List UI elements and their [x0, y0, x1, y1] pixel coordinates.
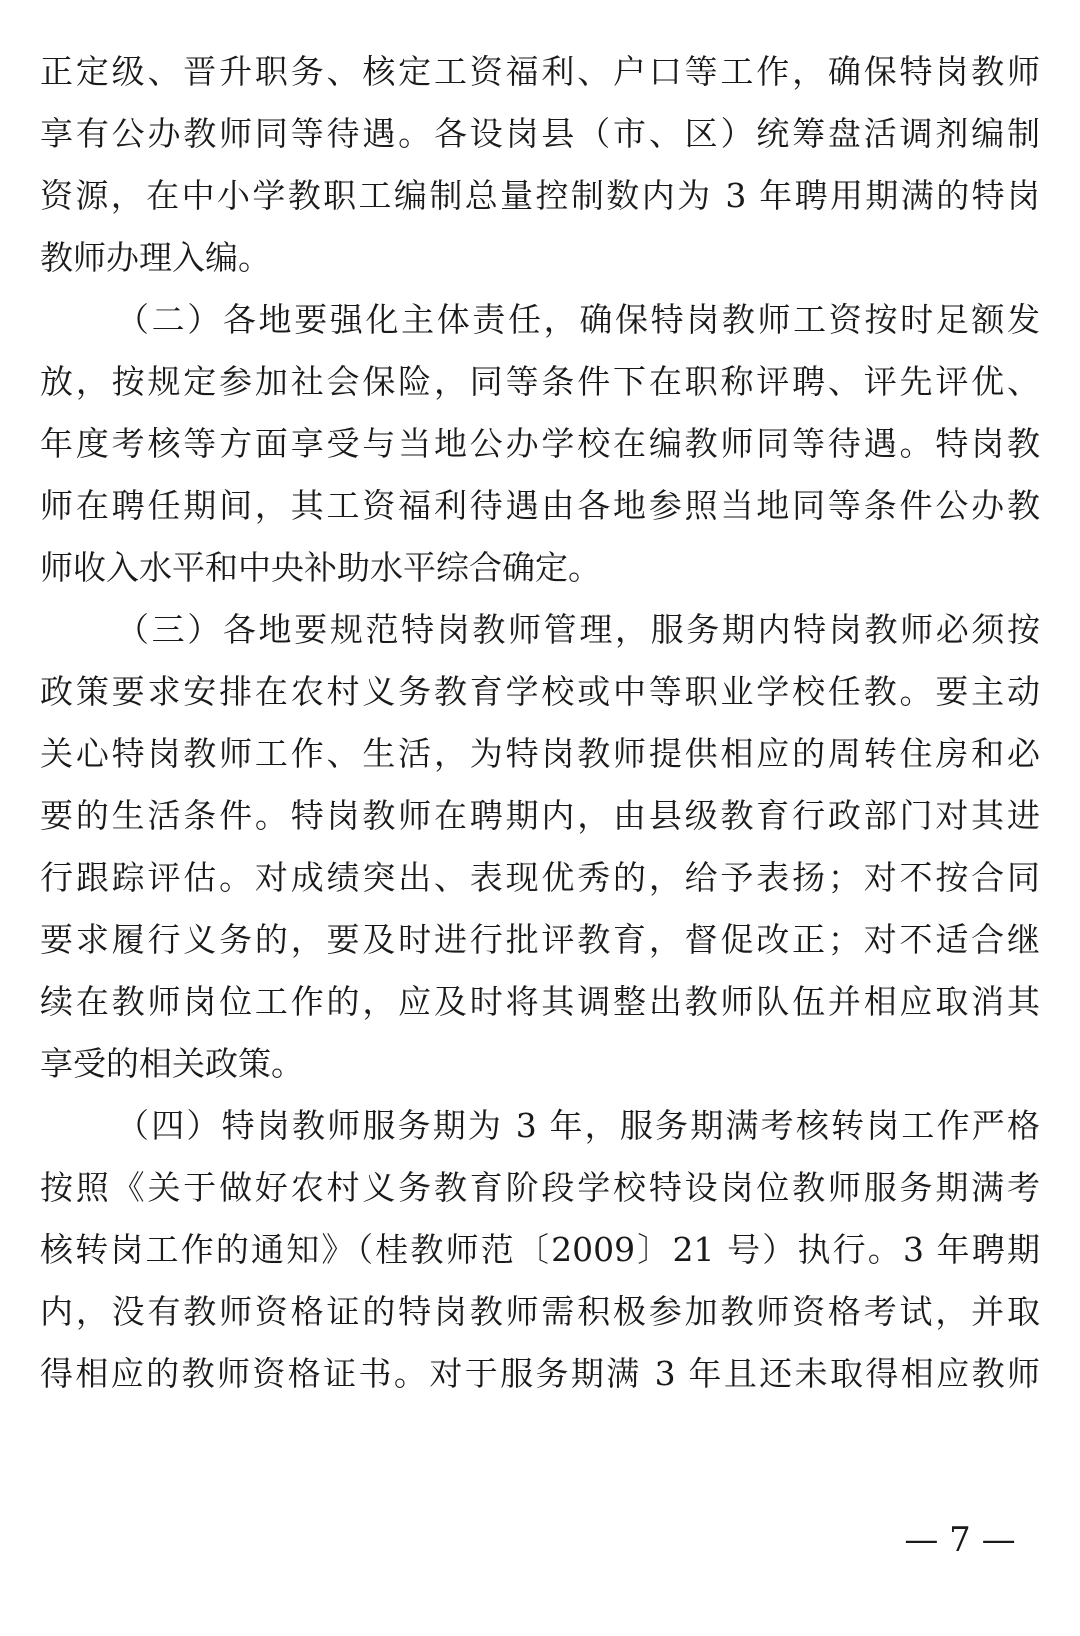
page-number: — 7 —: [904, 1520, 1016, 1560]
text-line-6: 放，按规定参加社会保险，同等条件下在职称评聘、评先评优、: [40, 362, 1040, 401]
text-line-2: 享有公办教师同等待遇。各设岗县（市、区）统筹盘活调剂编制: [40, 114, 1040, 153]
paragraph-3-line-1: （三）各地要规范特岗教师管理，服务期内特岗教师必须按: [116, 610, 1040, 649]
text-line-12: 关心特岗教师工作、生活，为特岗教师提供相应的周转住房和必: [40, 734, 1040, 773]
paragraph-4-line-1: （四）特岗教师服务期为 3 年，服务期满考核转岗工作严格: [116, 1106, 1040, 1145]
text-line-11: 政策要求安排在农村义务教育学校或中等职业学校任教。要主动: [40, 672, 1040, 711]
text-line-1: 正定级、晋升职务、核定工资福利、户口等工作，确保特岗教师: [40, 52, 1040, 91]
text-line-3: 资源，在中小学教职工编制总量控制数内为 3 年聘用期满的特岗: [40, 176, 1040, 215]
text-line-21: 内，没有教师资格证的特岗教师需积极参加教师资格考试，并取: [40, 1292, 1040, 1331]
text-line-4: 教师办理入编。: [40, 238, 271, 277]
text-line-7: 年度考核等方面享受与当地公办学校在编教师同等待遇。特岗教: [40, 424, 1040, 463]
text-line-13: 要的生活条件。特岗教师在聘期内，由县级教育行政部门对其进: [40, 796, 1040, 835]
text-line-8: 师在聘任期间，其工资福利待遇由各地参照当地同等条件公办教: [40, 486, 1040, 525]
paragraph-2-line-1: （二）各地要强化主体责任，确保特岗教师工资按时足额发: [116, 300, 1040, 339]
text-line-9: 师收入水平和中央补助水平综合确定。: [40, 548, 601, 587]
text-line-17: 享受的相关政策。: [40, 1044, 304, 1083]
text-line-20: 核转岗工作的通知》（桂教师范〔2009〕21 号）执行。3 年聘期: [40, 1230, 1040, 1269]
text-line-16: 续在教师岗位工作的，应及时将其调整出教师队伍并相应取消其: [40, 982, 1040, 1021]
text-line-15: 要求履行义务的，要及时进行批评教育，督促改正；对不适合继: [40, 920, 1040, 959]
text-line-22: 得相应的教师资格证书。对于服务期满 3 年且还未取得相应教师: [40, 1354, 1040, 1393]
text-line-14: 行跟踪评估。对成绩突出、表现优秀的，给予表扬；对不按合同: [40, 858, 1040, 897]
text-line-19: 按照《关于做好农村义务教育阶段学校特设岗位教师服务期满考: [40, 1168, 1040, 1207]
